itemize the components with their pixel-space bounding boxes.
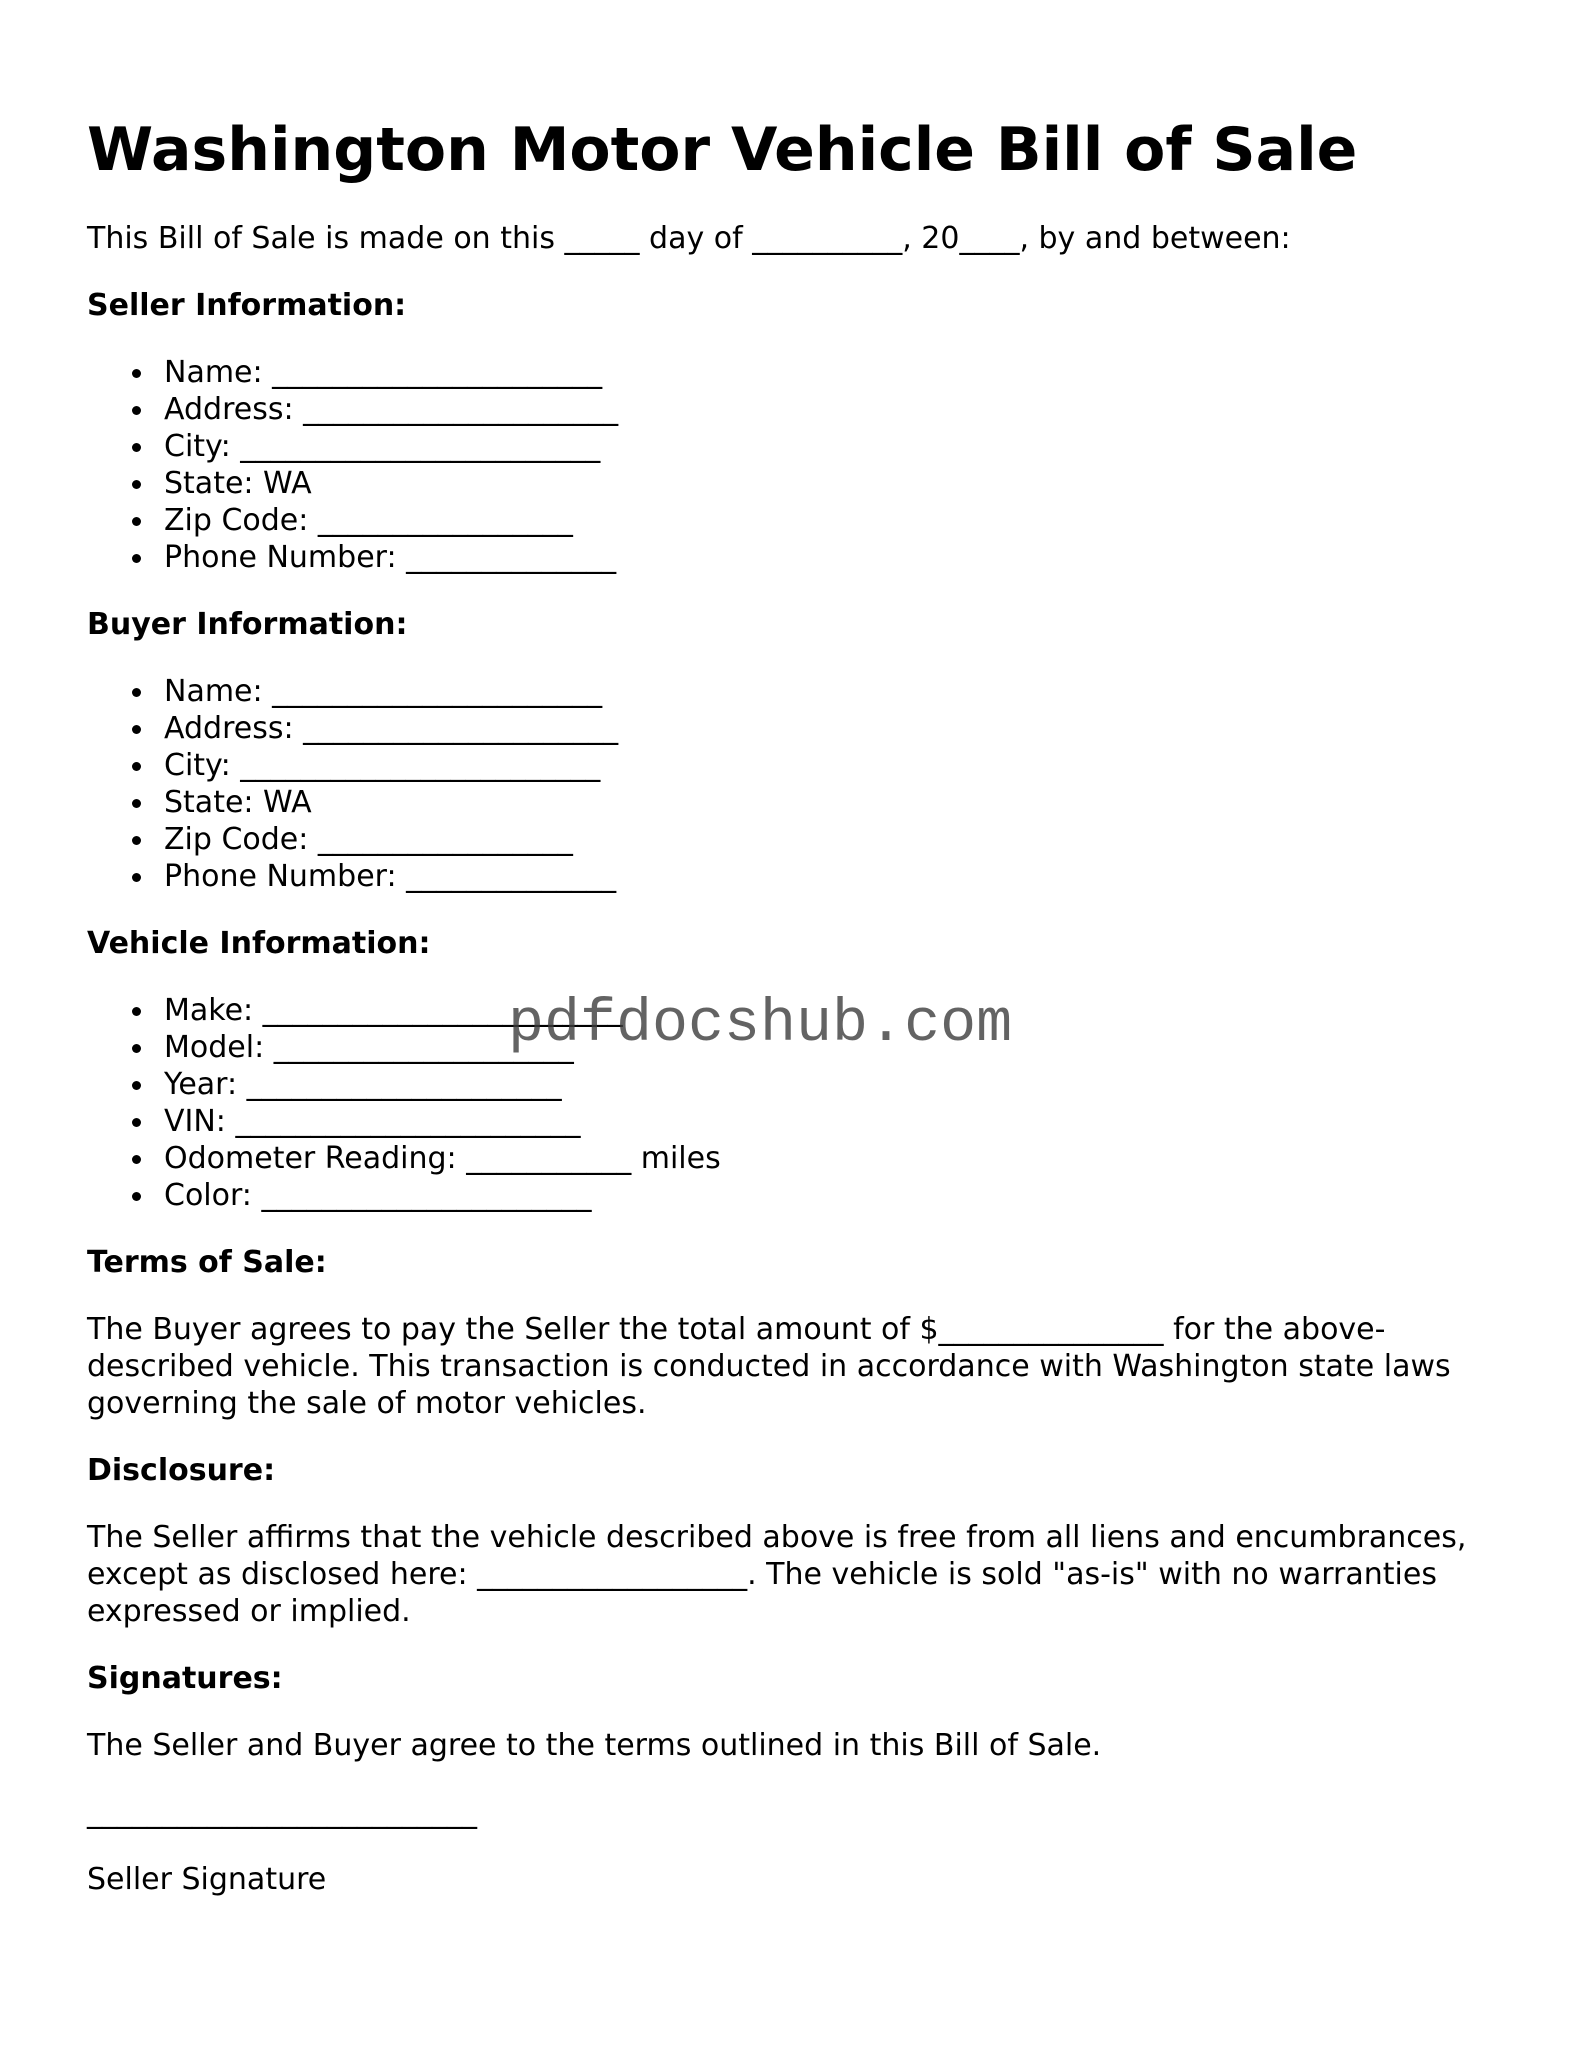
intro-paragraph: This Bill of Sale is made on this _____ day of __________, 20____, by and between: bbox=[87, 221, 1291, 256]
vehicle-make-field: Make: ________________________ bbox=[164, 992, 1507, 1029]
seller-name-field: Name: ______________________ bbox=[164, 354, 1507, 391]
seller-zip-field: Zip Code: _________________ bbox=[164, 502, 1507, 539]
buyer-list bbox=[87, 673, 1507, 895]
watermark-text: pdfdocshub.com bbox=[508, 991, 1013, 1059]
seller-signature-line: __________________________ bbox=[87, 1795, 477, 1830]
terms-paragraph: The Buyer agrees to pay the Seller the total amount of $_______________ for the above-described vehicle. This transaction is conducted in accordance with Washington state laws governing the sale of motor vehicles. bbox=[87, 1312, 1451, 1421]
vehicle-vin-field: VIN: _______________________ bbox=[164, 1103, 1507, 1140]
seller-heading: Seller Information: bbox=[87, 288, 407, 323]
buyer-state-field: State: WA bbox=[164, 784, 1507, 821]
buyer-name-field: Name: ______________________ bbox=[164, 673, 1507, 710]
seller-state-field: State: WA bbox=[164, 465, 1507, 502]
vehicle-model-field: Model: ____________________ bbox=[164, 1029, 1507, 1066]
seller-phone-field: Phone Number: ______________ bbox=[164, 539, 1507, 576]
vehicle-heading: Vehicle Information: bbox=[87, 926, 431, 961]
disclosure-heading: Disclosure: bbox=[87, 1453, 276, 1488]
buyer-phone-field: Phone Number: ______________ bbox=[164, 858, 1507, 895]
vehicle-color-field: Color: ______________________ bbox=[164, 1177, 1507, 1214]
buyer-heading: Buyer Information: bbox=[87, 607, 408, 642]
vehicle-list bbox=[87, 992, 1507, 1214]
document-page bbox=[87, 100, 1507, 1928]
vehicle-odometer-field: Odometer Reading: ___________ miles bbox=[164, 1140, 1507, 1177]
signatures-heading: Signatures: bbox=[87, 1661, 283, 1696]
disclosure-paragraph: The Seller affirms that the vehicle described above is free from all liens and encumbrances, except as disclosed here: __________________. The vehicle is sold "as-is" with no warranties expressed or implied. bbox=[87, 1520, 1467, 1629]
vehicle-year-field: Year: _____________________ bbox=[164, 1066, 1507, 1103]
buyer-zip-field: Zip Code: _________________ bbox=[164, 821, 1507, 858]
terms-heading: Terms of Sale: bbox=[87, 1245, 327, 1280]
seller-list bbox=[87, 354, 1507, 576]
signatures-paragraph: The Seller and Buyer agree to the terms outlined in this Bill of Sale. bbox=[87, 1728, 1102, 1763]
buyer-city-field: City: ________________________ bbox=[164, 747, 1507, 784]
buyer-address-field: Address: _____________________ bbox=[164, 710, 1507, 747]
document-title: Washington Motor Vehicle Bill of Sale bbox=[87, 115, 1358, 185]
seller-signature-label: Seller Signature bbox=[87, 1862, 327, 1897]
seller-address-field: Address: _____________________ bbox=[164, 391, 1507, 428]
seller-city-field: City: ________________________ bbox=[164, 428, 1507, 465]
